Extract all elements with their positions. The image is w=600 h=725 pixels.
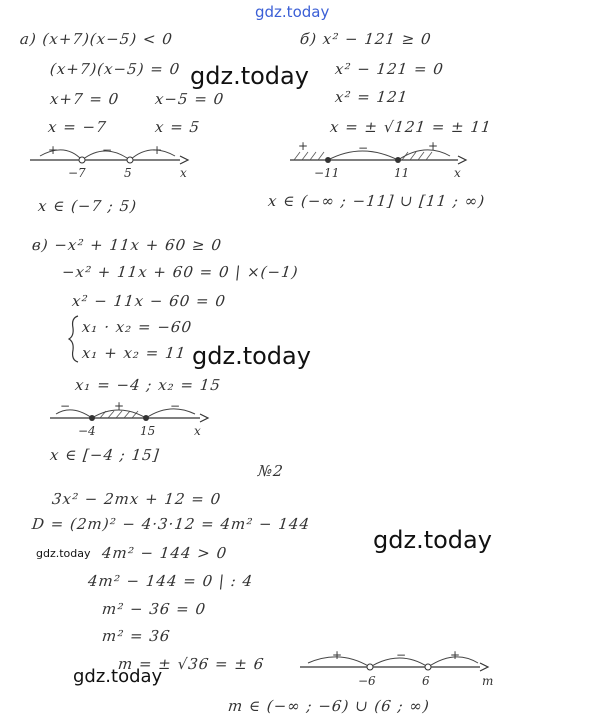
part-a-root1: x = −7	[47, 118, 108, 136]
part-c-equation: −x² + 11x + 60 = 0 | ×(−1)	[61, 263, 300, 281]
part-c-axis-var: x	[194, 424, 201, 438]
part-c-vieta-product: x₁ · x₂ = −60	[81, 318, 193, 336]
part-b-inequality: б) x² − 121 ≥ 0	[299, 30, 433, 48]
part-b-tick-left: −11	[314, 166, 340, 180]
part-a-equation: (x+7)(x−5) = 0	[49, 60, 182, 78]
task2-sign-3: +	[450, 648, 461, 662]
part-a-factor2: x−5 = 0	[154, 90, 226, 108]
task2-square: m² = 36	[101, 627, 172, 645]
part-b-axis-var: x	[454, 166, 461, 180]
part-b-equation: x² − 121 = 0	[334, 60, 445, 78]
task2-axis-var: m	[482, 674, 494, 688]
task2-equation-b: m² − 36 = 0	[101, 600, 208, 618]
part-b-tick-right: 11	[394, 166, 410, 180]
part-a-tick-left: −7	[68, 166, 86, 180]
part-c-tick-left: −4	[78, 424, 96, 438]
part-c-sign-1: −	[60, 399, 71, 413]
part-a-tick-right: 5	[124, 166, 132, 180]
task2-sign-1: +	[332, 648, 343, 662]
part-a-inequality: а) (x+7)(x−5) < 0	[19, 30, 174, 48]
part-c-equation-normalized: x² − 11x − 60 = 0	[71, 292, 227, 310]
task2-answer: m ∈ (−∞ ; −6) ∪ (6 ; ∞)	[227, 697, 431, 715]
part-a-factor1: x+7 = 0	[49, 90, 121, 108]
task2-number-line	[300, 645, 505, 693]
watermark-4: gdz.today	[36, 547, 91, 560]
task2-condition: 4m² − 144 > 0	[101, 544, 229, 562]
watermark-3: gdz.today	[373, 526, 492, 554]
watermark-5: gdz.today	[73, 666, 163, 687]
task2-tick-left: −6	[358, 674, 376, 688]
task2-number: №2	[257, 462, 285, 480]
part-c-inequality: в) −x² + 11x + 60 ≥ 0	[31, 236, 223, 254]
part-b-sign-2: −	[358, 141, 369, 155]
task2-tick-right: 6	[422, 674, 430, 688]
part-c-number-line	[50, 398, 220, 443]
part-c-tick-right: 15	[140, 424, 156, 438]
part-c-sign-2: +	[114, 399, 125, 413]
part-a-sign-2: −	[102, 143, 113, 157]
watermark-1: gdz.today	[190, 62, 309, 90]
part-c-sign-3: −	[170, 399, 181, 413]
watermark-top: gdz.today	[255, 3, 330, 21]
part-b-number-line	[290, 140, 475, 185]
part-c-vieta-sum: x₁ + x₂ = 11	[81, 344, 188, 362]
task2-sign-2: −	[396, 648, 407, 662]
part-b-answer: x ∈ (−∞ ; −11] ∪ [11 ; ∞)	[267, 192, 487, 210]
part-a-sign-3: +	[152, 143, 163, 157]
part-a-answer: x ∈ (−7 ; 5)	[37, 197, 139, 215]
part-a-axis-var: x	[180, 166, 187, 180]
part-c-roots: x₁ = −4 ; x₂ = 15	[74, 376, 222, 394]
task2-roots: m = ± √36 = ± 6	[117, 655, 266, 673]
part-a-number-line	[30, 140, 200, 185]
part-b-roots: x = ± √121 = ± 11	[329, 118, 493, 136]
part-a-root2: x = 5	[154, 118, 202, 136]
task2-equation-a: 4m² − 144 = 0 | : 4	[87, 572, 255, 590]
part-b-sign-1: +	[298, 139, 309, 153]
part-b-square: x² = 121	[334, 88, 410, 106]
part-b-sign-3: +	[428, 139, 439, 153]
task2-equation: 3x² − 2mx + 12 = 0	[51, 490, 223, 508]
watermark-2: gdz.today	[192, 342, 311, 370]
part-c-answer: x ∈ [−4 ; 15]	[49, 446, 161, 464]
task2-discriminant: D = (2m)² − 4·3·12 = 4m² − 144	[31, 515, 312, 533]
part-a-sign-1: +	[48, 143, 59, 157]
system-brace	[68, 314, 80, 364]
